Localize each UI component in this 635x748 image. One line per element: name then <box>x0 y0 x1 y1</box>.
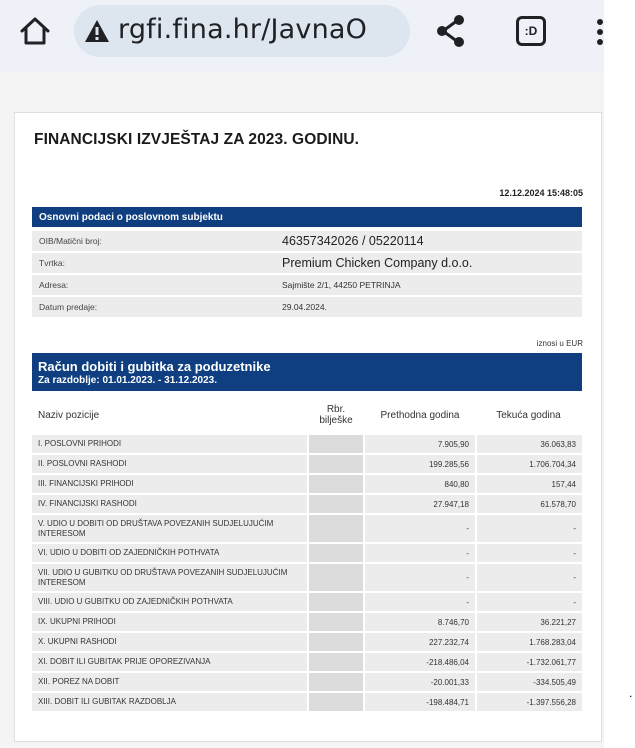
row-prev-value: - <box>365 564 475 591</box>
info-row <box>32 297 582 317</box>
more-vert-icon[interactable] <box>596 18 604 46</box>
row-note <box>307 673 365 691</box>
info-row <box>32 275 582 295</box>
row-note <box>307 593 365 611</box>
row-prev-value: -198.484,71 <box>365 693 475 711</box>
row-curr-value: 61.578,70 <box>475 495 582 513</box>
row-note <box>307 495 365 513</box>
col-curr-header: Tekuća godina <box>496 409 561 421</box>
table-row <box>32 475 582 493</box>
row-curr-value: - <box>475 564 582 591</box>
info-label: OIB/Matični broj: <box>32 231 272 251</box>
row-note <box>307 544 365 562</box>
row-name: X. UKUPNI RASHODI <box>32 633 307 651</box>
pl-title: Račun dobiti i gubitka za poduzetnike <box>38 359 271 374</box>
row-curr-value: 36.221,27 <box>475 613 582 631</box>
row-curr-value: - <box>475 515 582 542</box>
row-name: II. POSLOVNI RASHODI <box>32 455 307 473</box>
report-timestamp: 12.12.2024 15:48:05 <box>499 188 583 198</box>
pl-period: Za razdoblje: 01.01.2023. - 31.12.2023. <box>38 375 217 386</box>
row-curr-value: 157,44 <box>475 475 582 493</box>
row-note <box>307 435 365 453</box>
table-row <box>32 593 582 611</box>
basic-info-table <box>32 229 582 319</box>
row-prev-value: 7.905,90 <box>365 435 475 453</box>
row-prev-value: -20.001,33 <box>365 673 475 691</box>
row-prev-value: - <box>365 593 475 611</box>
row-name: III. FINANCIJSKI PRIHODI <box>32 475 307 493</box>
row-curr-value: -334.505,49 <box>475 673 582 691</box>
table-row <box>32 633 582 651</box>
row-name: VIII. UDIO U GUBITKU OD ZAJEDNIČKIH POTHVATA <box>32 593 307 611</box>
col-prev-header: Prethodna godina <box>380 409 460 421</box>
page-title: FINANCIJSKI IZVJEŠTAJ ZA 2023. GODINU. <box>34 131 360 148</box>
table-row <box>32 653 582 671</box>
col-name-header: Naziv pozicije <box>38 409 100 421</box>
pl-table <box>32 395 582 713</box>
warning-icon[interactable] <box>84 19 110 43</box>
row-name: XIII. DOBIT ILI GUBITAK RAZDOBLJA <box>32 693 307 711</box>
browser-toolbar <box>0 0 604 72</box>
table-row <box>32 673 582 691</box>
row-name: IX. UKUPNI PRIHODI <box>32 613 307 631</box>
info-row <box>32 231 582 251</box>
row-prev-value: 8.746,70 <box>365 613 475 631</box>
info-value: Sajmište 2/1, 44250 PETRINJA <box>272 275 582 295</box>
row-note <box>307 693 365 711</box>
row-prev-value: 227.232,74 <box>365 633 475 651</box>
row-prev-value: 199.285,56 <box>365 455 475 473</box>
row-curr-value: 1.706.704,34 <box>475 455 582 473</box>
row-note <box>307 475 365 493</box>
row-name: XII. POREZ NA DOBIT <box>32 673 307 691</box>
info-label: Adresa: <box>32 275 272 295</box>
info-row <box>32 253 582 273</box>
row-curr-value: - <box>475 593 582 611</box>
pl-header <box>32 353 582 391</box>
row-name: VI. UDIO U DOBITI OD ZAJEDNIČKIH POTHVATA <box>32 544 307 562</box>
row-note <box>307 653 365 671</box>
table-row <box>32 693 582 711</box>
col-note-line2: bilješke <box>319 415 353 426</box>
row-note <box>307 613 365 631</box>
table-row <box>32 515 582 542</box>
row-curr-value: 36.063,83 <box>475 435 582 453</box>
home-icon[interactable] <box>18 14 52 48</box>
info-value: Premium Chicken Company d.o.o. <box>272 253 582 273</box>
pl-table-header <box>32 397 582 433</box>
info-value: 29.04.2024. <box>272 297 582 317</box>
col-note-header <box>307 397 365 433</box>
row-curr-value: 1.768.283,04 <box>475 633 582 651</box>
row-prev-value: 27.947,18 <box>365 495 475 513</box>
row-prev-value: -218.486,04 <box>365 653 475 671</box>
info-label: Datum predaje: <box>32 297 272 317</box>
row-curr-value: - <box>475 544 582 562</box>
currency-note: iznosi u EUR <box>536 339 583 348</box>
row-name: VII. UDIO U GUBITKU OD DRUŠTAVA POVEZANIH SUDJELUJUĆIM INTERESOM <box>32 564 307 591</box>
row-prev-value: 840,80 <box>365 475 475 493</box>
row-note <box>307 633 365 651</box>
row-note <box>307 515 365 542</box>
row-curr-value: -1.397.556,28 <box>475 693 582 711</box>
row-name: I. POSLOVNI PRIHODI <box>32 435 307 453</box>
share-icon[interactable] <box>435 14 467 48</box>
basic-info-header: Osnovni podaci o poslovnom subjektu <box>32 207 582 227</box>
row-prev-value: - <box>365 515 475 542</box>
row-prev-value: - <box>365 544 475 562</box>
row-name: XI. DOBIT ILI GUBITAK PRIJE OPOREZIVANJA <box>32 653 307 671</box>
row-note <box>307 564 365 591</box>
address-bar[interactable] <box>74 5 410 57</box>
table-row <box>32 435 582 453</box>
table-row <box>32 455 582 473</box>
row-note <box>307 455 365 473</box>
tabs-icon[interactable]: :D <box>516 16 546 46</box>
info-value: 46357342026 / 05220114 <box>272 231 582 251</box>
row-curr-value: -1.732.061,77 <box>475 653 582 671</box>
table-row <box>32 495 582 513</box>
info-label: Tvrtka: <box>32 253 272 273</box>
stray-mark: . <box>629 686 633 700</box>
url-text[interactable]: rgfi.fina.hr/JavnaO <box>118 14 368 45</box>
row-name: V. UDIO U DOBITI OD DRUŠTAVA POVEZANIH SUDJELUJUĆIM INTERESOM <box>32 515 307 542</box>
table-row <box>32 613 582 631</box>
row-name: IV. FINANCIJSKI RASHODI <box>32 495 307 513</box>
col-note-line1: Rbr. <box>326 404 346 415</box>
table-row <box>32 544 582 562</box>
table-row <box>32 564 582 591</box>
